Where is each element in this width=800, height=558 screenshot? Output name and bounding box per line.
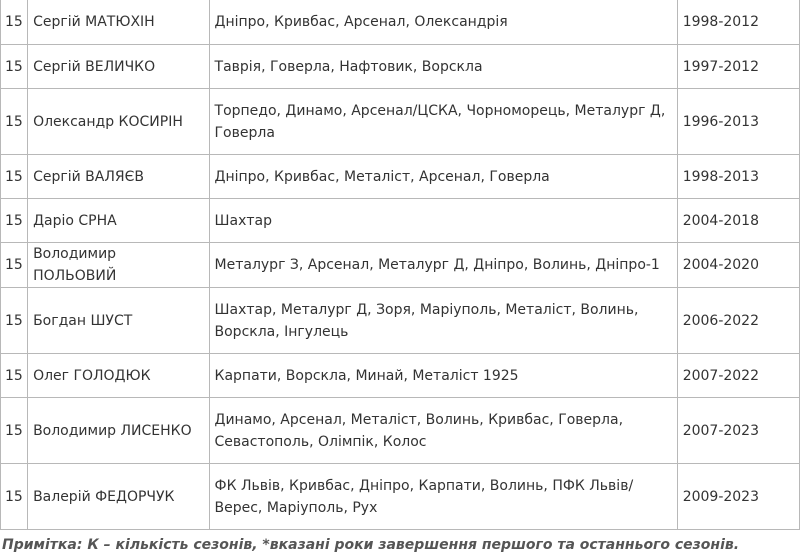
seasons-count-cell: 15 [1, 243, 28, 288]
years-cell: 2004-2018 [677, 199, 799, 243]
table-row [1, 398, 800, 464]
years-cell: 2004-2020 [677, 243, 799, 288]
years-cell: 2007-2022 [677, 354, 799, 398]
player-name-cell: Богдан ШУСТ [28, 288, 209, 354]
years-cell: 2009-2023 [677, 464, 799, 530]
table-row [1, 155, 800, 199]
player-name-cell: Володимир ЛИСЕНКО [28, 398, 209, 464]
years-cell: 2006-2022 [677, 288, 799, 354]
player-name-cell: Валерій ФЕДОРЧУК [28, 464, 209, 530]
player-name-cell: Сергій МАТЮХІН [28, 0, 209, 45]
player-name-cell: Олександр КОСИРІН [28, 89, 209, 155]
table-row [1, 89, 800, 155]
seasons-count-cell: 15 [1, 45, 28, 89]
table-row [1, 45, 800, 89]
clubs-cell: Динамо, Арсенал, Металіст, Волинь, Кривбас, Говерла, Севастополь, Олімпік, Колос [209, 398, 677, 464]
seasons-count-cell: 15 [1, 155, 28, 199]
years-cell: 1998-2013 [677, 155, 799, 199]
player-name-cell: Сергій ВЕЛИЧКО [28, 45, 209, 89]
seasons-count-cell: 15 [1, 0, 28, 45]
footnote: Примітка: К – кількість сезонів, *вказані роки завершення першого та останнього сезонів. [2, 537, 740, 553]
seasons-count-cell: 15 [1, 398, 28, 464]
table-row [1, 354, 800, 398]
player-name-cell: Даріо СРНА [28, 199, 209, 243]
table-row [1, 0, 800, 45]
clubs-cell: Карпати, Ворскла, Минай, Металіст 1925 [209, 354, 677, 398]
clubs-cell: Металург З, Арсенал, Металург Д, Дніпро, Волинь, Дніпро-1 [209, 243, 677, 288]
seasons-count-cell: 15 [1, 464, 28, 530]
seasons-count-cell: 15 [1, 288, 28, 354]
player-name-cell: Олег ГОЛОДЮК [28, 354, 209, 398]
years-cell: 1997-2012 [677, 45, 799, 89]
years-cell: 1996-2013 [677, 89, 799, 155]
years-cell: 1998-2012 [677, 0, 799, 45]
table-row [1, 243, 800, 288]
seasons-count-cell: 15 [1, 199, 28, 243]
seasons-count-cell: 15 [1, 89, 28, 155]
clubs-cell: Дніпро, Кривбас, Металіст, Арсенал, Говерла [209, 155, 677, 199]
player-name-cell: Сергій ВАЛЯЄВ [28, 155, 209, 199]
clubs-cell: ФК Львів, Кривбас, Дніпро, Карпати, Волинь, ПФК Львів/Верес, Маріуполь, Рух [209, 464, 677, 530]
clubs-cell: Шахтар, Металург Д, Зоря, Маріуполь, Металіст, Волинь, Ворскла, Інгулець [209, 288, 677, 354]
clubs-cell: Шахтар [209, 199, 677, 243]
table-row [1, 199, 800, 243]
clubs-cell: Дніпро, Кривбас, Арсенал, Олександрія [209, 0, 677, 45]
clubs-cell: Таврія, Говерла, Нафтовик, Ворскла [209, 45, 677, 89]
clubs-cell: Торпедо, Динамо, Арсенал/ЦСКА, Чорноморець, Металург Д, Говерла [209, 89, 677, 155]
seasons-count-cell: 15 [1, 354, 28, 398]
player-name-cell: Володимир ПОЛЬОВИЙ [28, 243, 209, 288]
table-row [1, 288, 800, 354]
years-cell: 2007-2023 [677, 398, 799, 464]
table-row [1, 464, 800, 530]
